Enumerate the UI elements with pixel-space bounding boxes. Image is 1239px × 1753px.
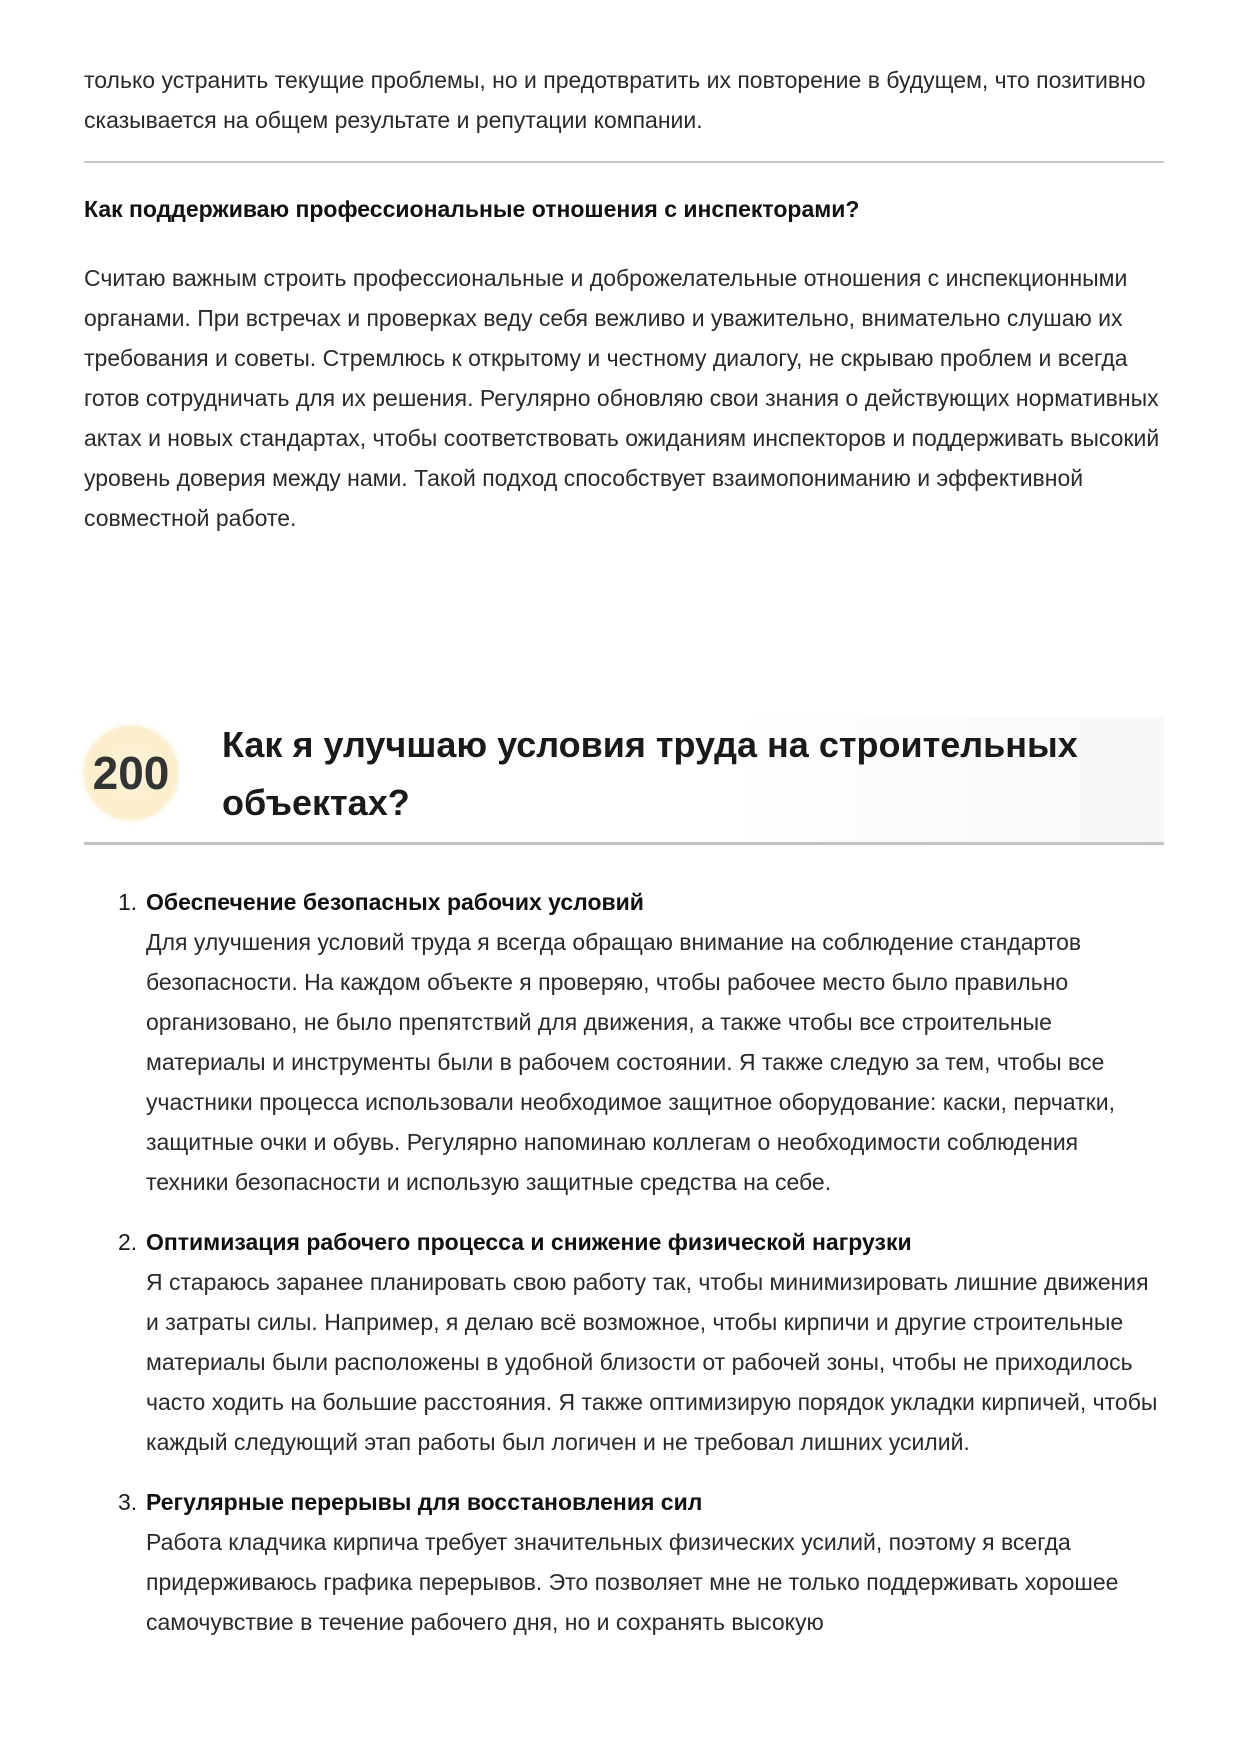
section-title: Как я улучшаю условия труда на строительных объектах? bbox=[222, 724, 1078, 823]
list-item-title: Обеспечение безопасных рабочих условий bbox=[146, 889, 644, 915]
numbered-list bbox=[84, 882, 1164, 1662]
list-item bbox=[84, 1222, 1164, 1462]
section-number-badge: 200 bbox=[84, 726, 178, 820]
list-item-body: Работа кладчика кирпича требует значительных физических усилий, поэтому я всегда придерживаюсь графика перерывов. Это позволяет мне не только поддерживать хорошее самочувствие в течение рабочего дня, но и сохранять высокую bbox=[146, 1529, 1119, 1635]
list-item-number: 1. bbox=[118, 889, 138, 915]
continuation-paragraph: только устранить текущие проблемы, но и предотвратить их повторение в будущем, что позитивно сказывается на общем результате и репутации компании. bbox=[84, 67, 1146, 133]
list-item-number: 3. bbox=[118, 1489, 138, 1515]
list-item bbox=[84, 1482, 1164, 1642]
answer-paragraph: Считаю важным строить профессиональные и доброжелательные отношения с инспекционными органами. При встречах и проверках веду себя вежливо и уважительно, внимательно слушаю их требования и советы. Стремлюсь к открытому и честному диалогу, не скрываю проблем и всегда готов сотрудничать для их решения. Регулярно обновляю свои знания о действующих нормативных актах и новых стандартах, чтобы соответствовать ожиданиям инспекторов и поддерживать высокий уровень доверия между нами. Такой подход способствует взаимопониманию и эффективной совместной работе. bbox=[84, 265, 1160, 531]
list-item-title: Регулярные перерывы для восстановления сил bbox=[146, 1489, 703, 1515]
list-item-body: Для улучшения условий труда я всегда обращаю внимание на соблюдение стандартов безопасности. На каждом объекте я проверяю, чтобы рабочее место было правильно организовано, не было препятствий для движения, а также чтобы все строительные материалы и инструменты были в рабочем состоянии. Я также следую за тем, чтобы все участники процесса использовали необходимое защитное оборудование: каски, перчатки, защитные очки и обувь. Регулярно напоминаю коллегам о необходимости соблюдения техники безопасности и использую защитные средства на себе. bbox=[146, 929, 1115, 1195]
section-title-underline bbox=[84, 842, 1164, 845]
list-item-number: 2. bbox=[118, 1229, 138, 1255]
list-item-title: Оптимизация рабочего процесса и снижение физической нагрузки bbox=[146, 1229, 912, 1255]
section-header bbox=[84, 718, 1164, 846]
section-divider bbox=[84, 161, 1164, 163]
list-item bbox=[84, 882, 1164, 1202]
question-heading: Как поддерживаю профессиональные отношения с инспекторами? bbox=[84, 196, 860, 222]
list-item-body: Я стараюсь заранее планировать свою работу так, чтобы минимизировать лишние движения и затраты силы. Например, я делаю всё возможное, чтобы кирпичи и другие строительные материалы были расположены в удобной близости от рабочей зоны, чтобы не приходилось часто ходить на большие расстояния. Я также оптимизирую порядок укладки кирпичей, чтобы каждый следующий этап работы был логичен и не требовал лишних усилий. bbox=[146, 1269, 1158, 1455]
